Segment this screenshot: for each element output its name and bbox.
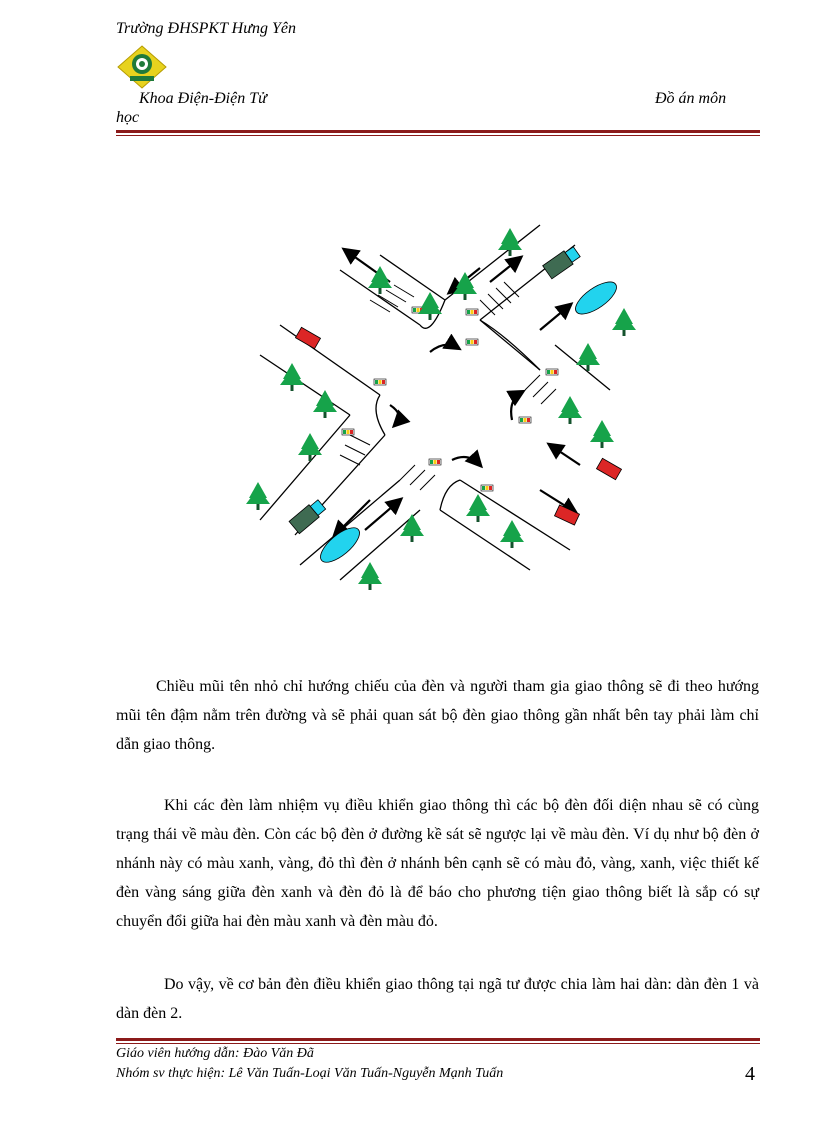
subject-label: Đồ án môn	[655, 90, 727, 107]
header-rule	[116, 130, 760, 136]
traffic-light-icon	[342, 307, 558, 491]
school-logo-icon	[116, 44, 168, 90]
subject-label-continued: học	[116, 109, 140, 126]
faculty-name: Khoa Điện-Điện Tử	[139, 90, 267, 107]
paragraph-1: Chiều mũi tên nhỏ chỉ hướng chiếu của đèn và người tham gia giao thông sẽ đi theo hướng mũi tên đậm nằm trên đường và sẽ phải quan sát bộ đèn giao thông gần nhất bên tay phải làm chỉ dẫn giao thông.	[116, 678, 759, 753]
advisor-line: Giáo viên hướng dẫn: Đào Văn Đã	[116, 1046, 314, 1061]
group-line: Nhóm sv thực hiện: Lê Văn Tuấn-Loại Văn Tuấn-Nguyễn Mạnh Tuấn	[116, 1066, 504, 1081]
paragraph-2: Khi các đèn làm nhiệm vụ điều khiển giao thông thì các bộ đèn đối diện nhau sẽ có cùng trạng thái về màu đèn. Còn các bộ đèn ở đường kề sát sẽ ngược lại về màu đèn. Ví dụ như bộ đèn ở nhánh này có màu xanh, vàng, đỏ thì đèn ở nhánh bên cạnh sẽ có màu đỏ, vàng, xanh, việc thiết kế đèn vàng sáng giữa đèn xanh và đèn đỏ là để báo cho phương tiện giao thông biết là sắp có sự chuyển đổi giữa hai đèn màu xanh và đèn màu đỏ.	[116, 797, 759, 930]
school-name: Trường ĐHSPKT Hưng Yên	[116, 20, 296, 37]
road-edges	[260, 225, 610, 580]
page-number: 4	[745, 1063, 755, 1085]
tree-icon	[246, 228, 636, 590]
paragraph-3: Do vậy, về cơ bản đèn điều khiển giao thông tại ngã tư được chia làm hai dàn: dàn đèn 1 và dàn đèn 2.	[116, 976, 759, 1022]
truck-icon	[289, 245, 581, 534]
crosswalks	[340, 282, 556, 490]
footer-rule	[116, 1038, 760, 1044]
intersection-diagram	[240, 220, 640, 600]
